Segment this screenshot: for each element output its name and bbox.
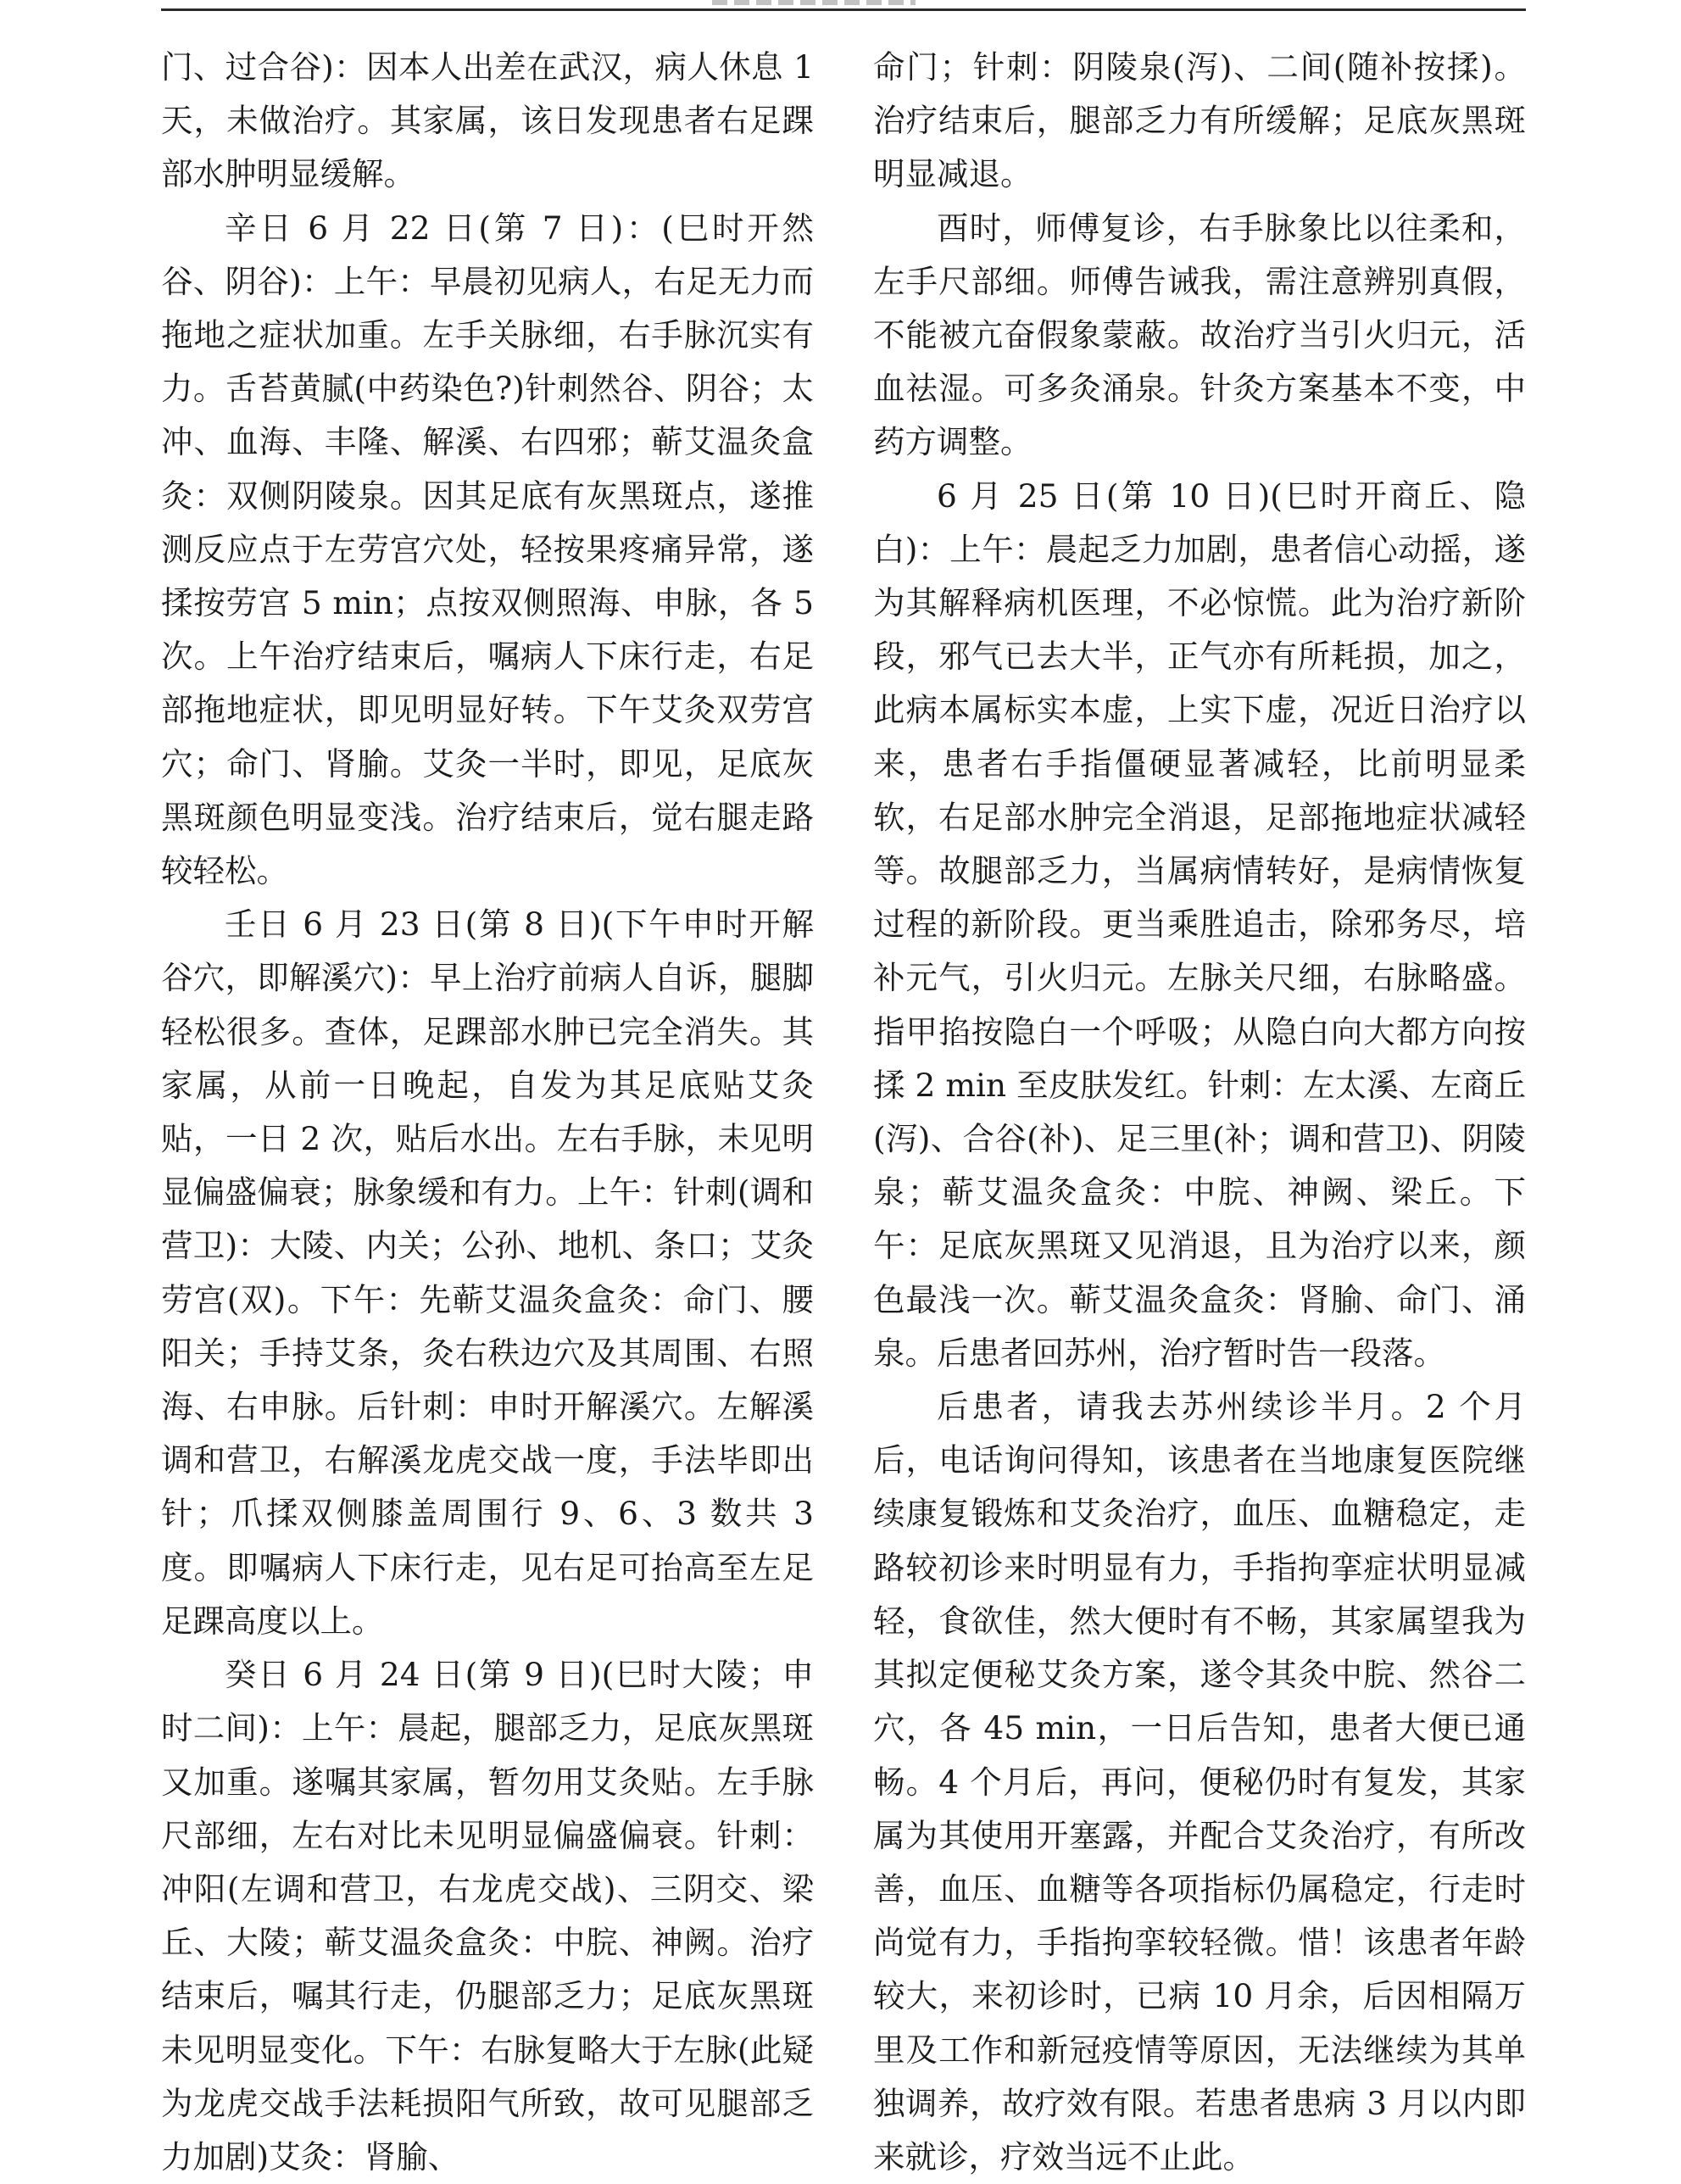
paragraph-continued: 门、过合谷)：因本人出差在武汉，病人休息 1 天，未做治疗。其家属，该日发现患者右足踝部水肿明显缓解。 xyxy=(161,48,814,193)
paragraph-day-10: 6 月 25 日(第 10 日)(巳时开商丘、隐白)：上午：晨起乏力加剧，患者信心动摇，遂为其解释病机医理，不必惊慌。此为治疗新阶段，邪气已去大半，正气亦有所耗损，加之，此病本属标实本虚，上实下虚，况近日治疗以来，患者右手指僵硬显著减轻，比前明显柔软，右足部水肿完全消退，足部拖地症状减轻等。故腿部乏力，当属病情转好，是病情恢复过程的新阶段。更当乘胜追击，除邪务尽，培补元气，引火归元。左脉关尺细，右脉略盛。指甲掐按隐白一个呼吸；从隐白向大都方向按揉 2 min 至皮肤发红。针刺：左太溪、左商丘(泻)、合谷(补)、足三里(补；调和营卫)、阴陵泉；蕲艾温灸盒灸：中脘、神阙、梁丘。下午：足底灰黑斑又见消退，且为治疗以来，颜色最浅一次。蕲艾温灸盒灸：肾腧、命门、涌泉。后患者回苏州，治疗暂时告一段落。 xyxy=(873,476,1526,1372)
left-column xyxy=(161,41,814,2184)
right-column xyxy=(873,41,1526,2184)
paragraph-day-9-continued: 命门；针刺：阴陵泉(泻)、二间(随补按揉)。治疗结束后，腿部乏力有所缓解；足底灰黑斑明显减退。 xyxy=(873,48,1526,193)
paragraph-outcome: 后患者，请我去苏州续诊半月。2 个月后，电话询问得知，该患者在当地康复医院继续康复锻炼和艾灸治疗，血压、血糖稳定，走路较初诊来时明显有力，手指拘挛症状明显减轻，食欲佳，然大便时有不畅，其家属望我为其拟定便秘艾灸方案，遂令其灸中脘、然谷二穴，各 45 min，一日后告知，患者大便已通畅。4 个月后，再问，便秘仍时有复发，其家属为其使用开塞露，并配合艾灸治疗，有所改善，血压、血糖等各项指标仍属稳定，行走时尚觉有力，手指拘挛较轻微。惜！该患者年龄较大，来初诊时，已病 10 月余，后因相隔万里及工作和新冠疫情等原因，无法继续为其单独调养，故疗效有限。若患者患病 3 月以内即来就诊，疗效当远不止此。 xyxy=(873,1388,1526,2176)
paragraph-follow-up-evening: 酉时，师傅复诊，右手脉象比以往柔和，左手尺部细。师傅告诫我，需注意辨别真假，不能被亢奋假象蒙蔽。故治疗当引火归元，活血祛湿。可多灸涌泉。针灸方案基本不变，中药方调整。 xyxy=(873,209,1526,461)
paragraph-day-8: 壬日 6 月 23 日(第 8 日)(下午申时开解谷穴，即解溪穴)：早上治疗前病人自诉，腿脚轻松很多。查体，足踝部水肿已完全消失。其家属，从前一日晚起，自发为其足底贴艾灸贴，一日 2 次，贴后水出。左右手脉，未见明显偏盛偏衰；脉象缓和有力。上午：针刺(调和营卫)：大陵、内关；公孙、地机、条口；艾灸劳宫(双)。下午：先蕲艾温灸盒灸：命门、腰阳关；手持艾条，灸右秩边穴及其周围、右照海、右申脉。后针刺：申时开解溪穴。左解溪调和营卫，右解溪龙虎交战一度，手法毕即出针；爪揉双侧膝盖周围行 9、6、3 数共 3 度。即嘱病人下床行走，见右足可抬高至左足足踝高度以上。 xyxy=(161,905,814,1640)
cropped-running-header xyxy=(712,0,916,5)
header-rule xyxy=(161,8,1526,11)
paragraph-day-9: 癸日 6 月 24 日(第 9 日)(巳时大陵；申时二间)：上午：晨起，腿部乏力，足底灰黑斑又加重。遂嘱其家属，暂勿用艾灸贴。左手脉尺部细，左右对比未见明显偏盛偏衰。针刺：冲阳(左调和营卫，右龙虎交战)、三阴交、梁丘、大陵；蕲艾温灸盒灸：中脘、神阙。治疗结束后，嘱其行走，仍腿部乏力；足底灰黑斑未见明显变化。下午：右脉复略大于左脉(此疑为龙虎交战手法耗损阳气所致，故可见腿部乏力加剧)艾灸：肾腧、 xyxy=(161,1656,814,2176)
paragraph-day-7: 辛日 6 月 22 日(第 7 日)：(巳时开然谷、阴谷)：上午：早晨初见病人，右足无力而拖地之症状加重。左手关脉细，右手脉沉实有力。舌苔黄腻(中药染色?)针刺然谷、阴谷；太冲、血海、丰隆、解溪、右四邪；蕲艾温灸盒灸：双侧阴陵泉。因其足底有灰黑斑点，遂推测反应点于左劳宫穴处，轻按果疼痛异常，遂揉按劳宫 5 min；点按双侧照海、申脉，各 5 次。上午治疗结束后，嘱病人下床行走，右足部拖地症状，即见明显好转。下午艾灸双劳宫穴；命门、肾腧。艾灸一半时，即见，足底灰黑斑颜色明显变浅。治疗结束后，觉右腿走路较轻松。 xyxy=(161,209,814,890)
